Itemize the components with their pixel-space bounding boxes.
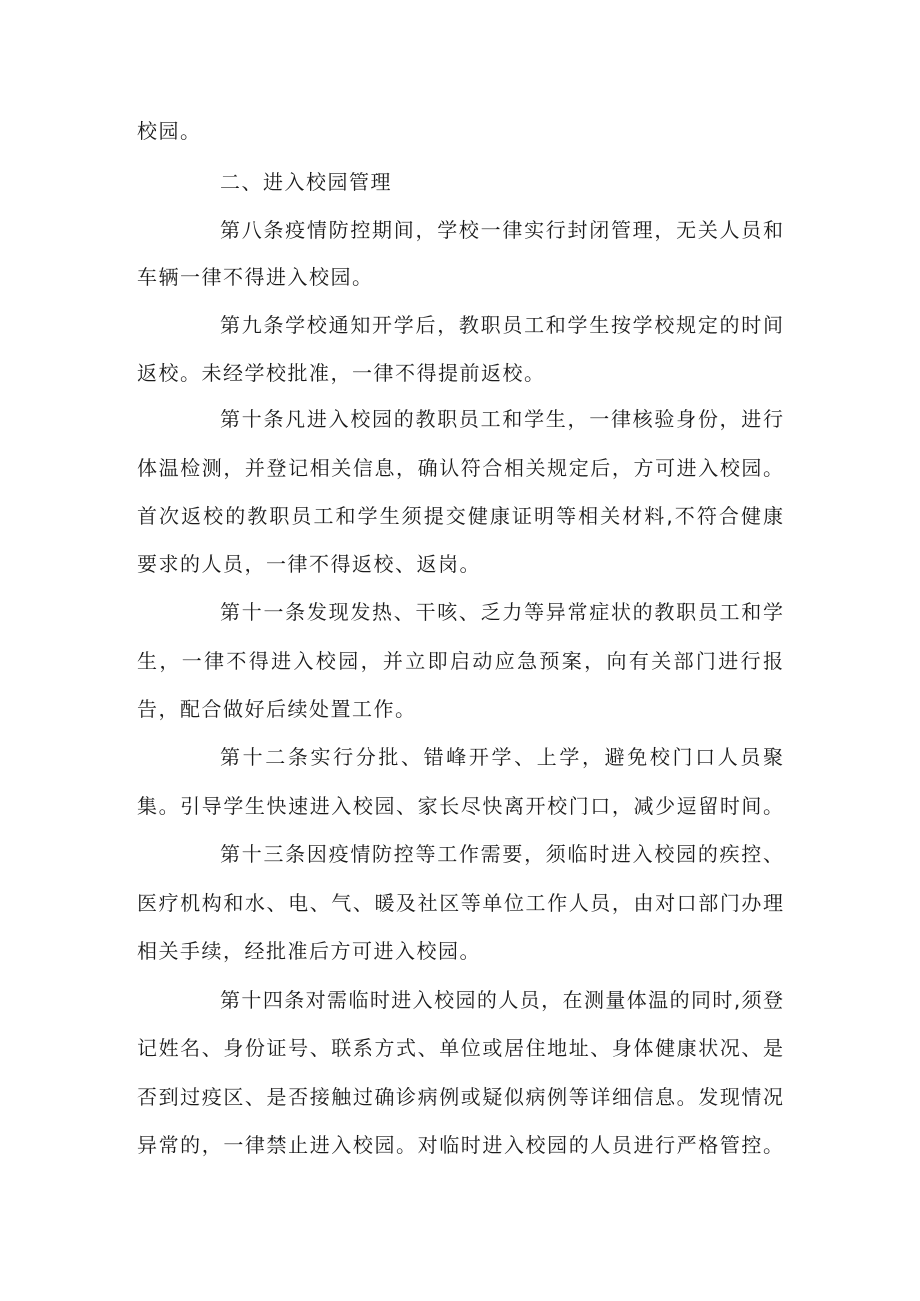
text-line: 第九条学校通知开学后，教职员工和学生按学校规定的时间 xyxy=(220,313,783,337)
text-line: 告，配合做好后续处置工作。 xyxy=(137,697,417,721)
text-line: 返校。未经学校批准，一律不得提前返校。 xyxy=(137,361,546,385)
text-line: 第十二条实行分批、错峰开学、上学，避免校门口人员聚 xyxy=(220,745,783,769)
text-line: 首次返校的教职员工和学生须提交健康证明等相关材料,不符合健康 xyxy=(137,504,783,528)
text-line: 医疗机构和水、电、气、暖及社区等单位工作人员，由对口部门办理 xyxy=(137,891,783,915)
text-line: 第十条凡进入校园的教职员工和学生，一律核验身份，进行 xyxy=(220,407,783,431)
text-line: 第十一条发现发热、干咳、乏力等异常症状的教职员工和学 xyxy=(220,600,783,624)
text-line: 车辆一律不得进入校园。 xyxy=(137,265,374,289)
text-line: 集。引导学生快速进入校园、家长尽快离开校门口，减少逗留时间。 xyxy=(137,794,783,818)
text-line: 要求的人员，一律不得返校、返岗。 xyxy=(137,552,481,576)
text-line: 生，一律不得进入校园，并立即启动应急预案，向有关部门进行报 xyxy=(137,649,783,673)
text-line: 第十四条对需临时进入校园的人员，在测量体温的同时,须登 xyxy=(220,988,783,1012)
text-line: 校园。 xyxy=(137,119,202,143)
text-line: 体温检测，并登记相关信息，确认符合相关规定后，方可进入校园。 xyxy=(137,456,783,480)
text-line: 相关手续，经批准后方可进入校园。 xyxy=(137,939,481,963)
section-heading: 二、进入校园管理 xyxy=(220,170,392,194)
text-line: 第十三条因疫情防控等工作需要，须临时进入校园的疾控、 xyxy=(220,842,783,866)
text-line: 否到过疫区、是否接触过确诊病例或疑似病例等详细信息。发现情况 xyxy=(137,1085,783,1109)
text-line: 记姓名、身份证号、联系方式、单位或居住地址、身体健康状况、是 xyxy=(137,1036,783,1060)
text-line: 异常的，一律禁止进入校园。对临时进入校园的人员进行严格管控。 xyxy=(137,1133,783,1157)
text-line: 第八条疫情防控期间，学校一律实行封闭管理，无关人员和 xyxy=(220,218,783,242)
